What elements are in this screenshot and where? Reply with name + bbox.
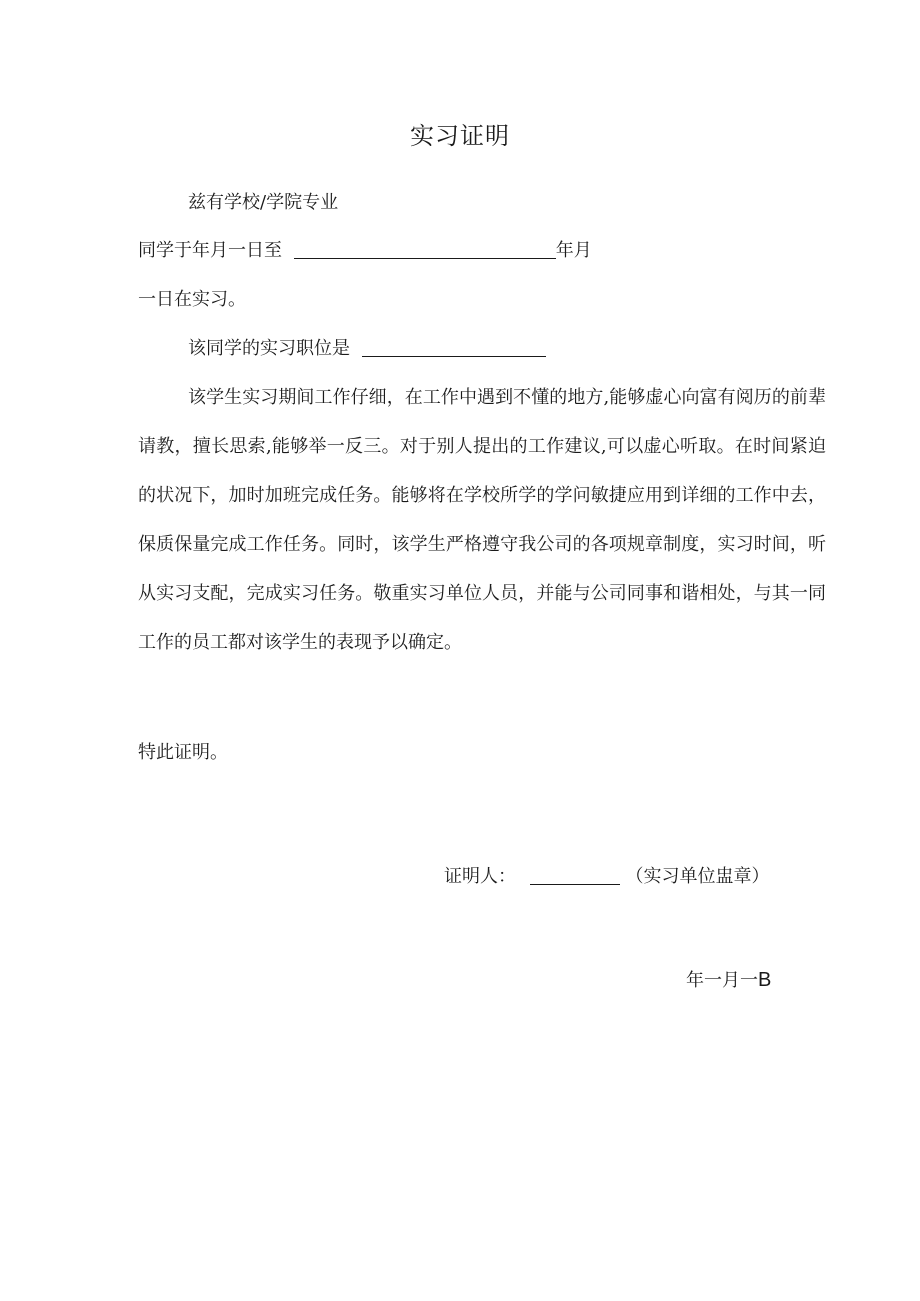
position-line bbox=[188, 334, 546, 360]
date-line bbox=[686, 966, 771, 992]
date-range-prefix: 同学于年月一日至 bbox=[138, 240, 282, 261]
date-range-blank bbox=[294, 240, 556, 259]
certifier-line bbox=[444, 862, 769, 888]
certifier-blank bbox=[530, 866, 620, 885]
intro-line: 兹有学校/学院专业 bbox=[188, 192, 339, 213]
body-paragraph: 该学生实习期间工作仔细，在工作中遇到不懂的地方,能够虚心向富有阅历的前辈请教，擅长思索,能够举一反三。对于别人提出的工作建议,可以虚心听取。在时间紧迫的状况下，加时加班完成任务。能够将在学校所学的学问敏捷应用到详细的工作中去，保质保量完成工作任务。同时，该学生严格遵守我公司的各项规章制度，实习时间，听从实习支配，完成实习任务。敬重实习单位人员，并能与公司同事和谐相处，与其一同工作的员工都对该学生的表现予以确定。 bbox=[138, 387, 826, 653]
date-range-suffix: 年月 bbox=[555, 240, 592, 261]
page-title: 实习证明 bbox=[410, 122, 510, 150]
position-blank bbox=[362, 338, 546, 357]
date-end-line: 一日在实习。 bbox=[138, 289, 246, 310]
certifier-label: 证明人： bbox=[444, 866, 516, 887]
position-label: 该同学的实习职位是 bbox=[188, 338, 350, 359]
date-line-letter: B bbox=[758, 969, 772, 991]
closing-line: 特此证明。 bbox=[138, 742, 228, 763]
date-line-text: 年一月一 bbox=[686, 970, 758, 991]
seal-note: （实习单位盅章） bbox=[625, 866, 770, 887]
date-range-line bbox=[138, 236, 592, 262]
